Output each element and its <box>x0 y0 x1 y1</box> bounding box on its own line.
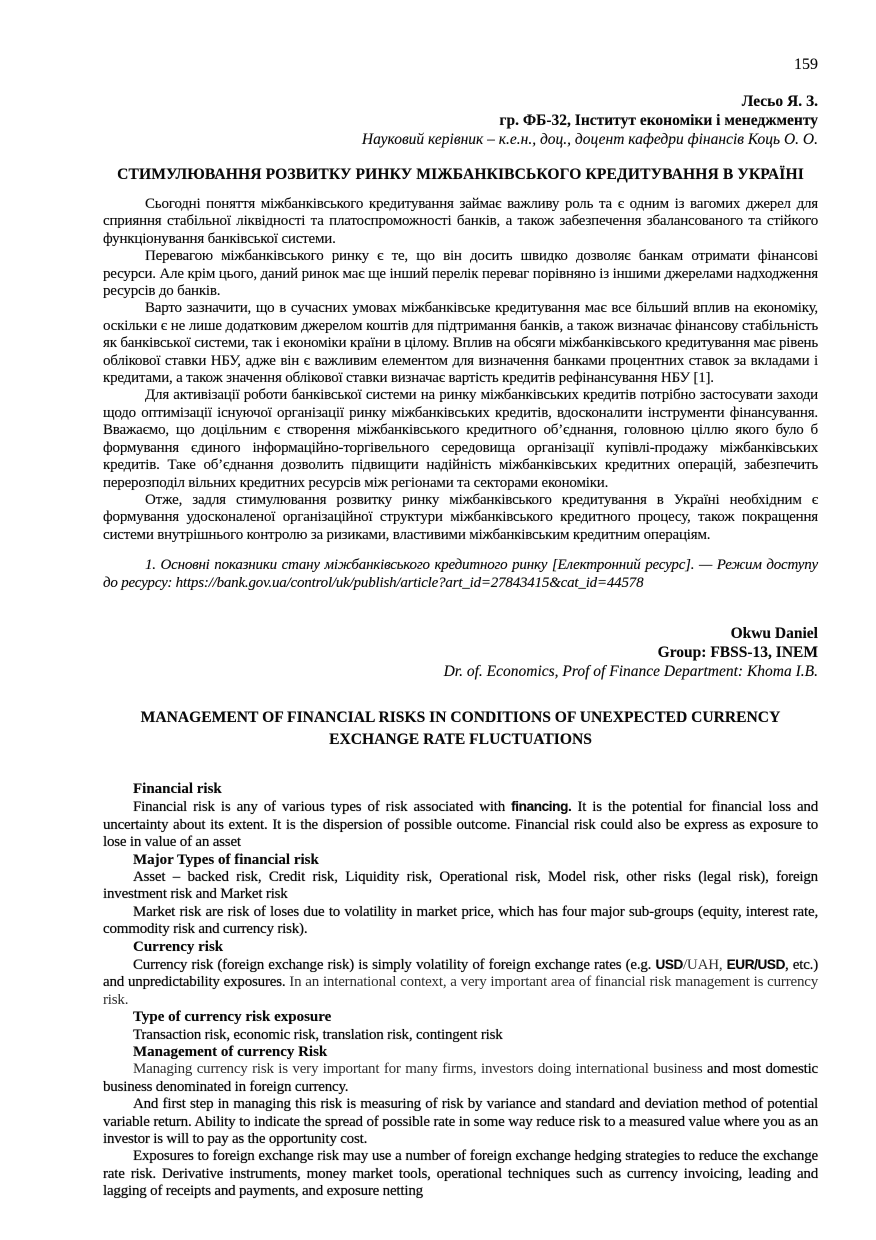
reference-entry: 1. Основні показники стану міжбанківського кредитного ринку [Електронний ресурс]. — Режим доступу до ресурсу: https://bank.gov.ua/control/uk/publish/article?art_id=27843415&cat_id=44578 <box>103 557 818 591</box>
article1-title: СТИМУЛЮВАННЯ РОЗВИТКУ РИНКУ МІЖБАНКІВСЬКОГО КРЕДИТУВАННЯ В УКРАЇНІ <box>117 166 804 183</box>
text-run: It is the potential for financial loss and uncertainty about its extent. It is the dispersion of possible outcome. Financial risk could also be express as exposure to lose in value of an asset <box>103 799 819 851</box>
author-block-1 <box>103 92 818 149</box>
article2-title <box>103 707 818 751</box>
text-run: financing. <box>511 799 572 815</box>
article2-title-line1: MANAGEMENT OF FINANCIAL RISKS IN CONDITIONS OF UNEXPECTED CURRENCY <box>140 708 781 726</box>
paragraph-first-step: And first step in managing this risk is measuring of risk by variance and standard and deviation method of potential variable return. Ability to indicate the spread of possible rate in some way reduce risk to a measured value where you as an investor is will to pay as the opportunity cost. <box>103 1096 818 1148</box>
heading-currency-risk: Currency risk <box>133 938 224 955</box>
text-run: Managing currency risk is very important for many firms, investors doing international business <box>133 1061 707 1078</box>
article1-paragraph: Сьогодні поняття міжбанківського кредитування займає важливу роль та є одним із вагомих джерел для сприяння стабільної ліквідності та платоспроможності банків, а також забезпечення збалансованого та стійкого функціонування банківської системи. <box>103 196 818 247</box>
paragraph-financial-risk <box>103 798 818 851</box>
author-block-2 <box>103 624 818 681</box>
paragraph-major-types: Asset – backed risk, Credit risk, Liquidity risk, Operational risk, Model risk, other risks (legal risk), foreign investment risk and Market risk <box>103 868 818 903</box>
paragraph-exposure-types: Transaction risk, economic risk, translation risk, contingent risk <box>133 1026 503 1043</box>
author-name: Лесьо Я. З. <box>741 93 818 110</box>
page-number: 159 <box>794 56 818 73</box>
text-run: /UAH, <box>682 957 727 973</box>
supervisor-line: Dr. of. Economics, Prof of Finance Department: Khoma I.B. <box>443 662 818 680</box>
paragraph-currency-risk <box>103 956 818 1009</box>
text-run: , etc.) and unpredictability exposures. <box>103 957 818 991</box>
text-run: EUR/USD <box>726 957 785 972</box>
article2-title-line2: EXCHANGE RATE FLUCTUATIONS <box>329 730 592 748</box>
supervisor-line: Науковий керівник – к.е.н., доц., доцент кафедри фінансів Коць О. О. <box>361 131 818 148</box>
article1-paragraph: Варто зазначити, що в сучасних умовах міжбанківське кредитування має все більший вплив на економіку, оскільки є не лише додатковим джерелом коштів для підтримання банків, а також визначає фінансову стабільність як банківської системи, так і економіки країни в цілому. Вплив на обсяги міжбанківського кредитування має рівень облікової ставки НБУ, адже він є важливим елементом для визначення банками процентних ставок за вкладами і кредитами, а також значення облікової ставки визначає вартість кредитів рефінансування НБУ [1]. <box>103 300 818 387</box>
paragraph-managing <box>103 1061 818 1096</box>
article1-paragraph: Перевагою міжбанківського ринку є те, що він досить швидко дозволяє банкам отримати фінансові ресурси. Але крім цього, даний ринок має ще інший перелік переваг порівняно із іншими джерелами надходження ресурсів до банків. <box>103 248 818 300</box>
text-run: Financial risk is any of various types of risk associated with <box>133 799 512 816</box>
heading-currency-management: Management of currency Risk <box>133 1044 328 1061</box>
article1-paragraph: Для активізації роботи банківської системи на ринку міжбанківських кредитів потрібно застосувати заходи щодо оптимізації існуючої організації ринку міжбанківських кредитів, вдосконалити інструменти фінансування. Вважаємо, що доцільним є створення міжбанківського кредитного об’єднання, головною ціллю якого було б формування єдиного інформаційно-торгівельного середовища організації купівлі-продажу міжбанківських кредитів. Таке об’єднання дозволить підвищити надійність міжбанківських кредитних операцій, забезпечить перерозподіл вільних кредитних ресурсів між регіонами та секторами економіки. <box>103 387 818 491</box>
author-name: Okwu Daniel <box>730 624 818 642</box>
paragraph-market-risk: Market risk are risk of loses due to volatility in market price, which has four major sub-groups (equity, interest rate, commodity risk and currency risk). <box>103 903 818 938</box>
article2-body <box>103 781 818 1201</box>
author-affiliation: Group: FBSS-13, INEM <box>657 643 818 661</box>
text-run: and most domestic business denominated in foreign currency. <box>103 1061 819 1095</box>
paragraph-exposures: Exposures to foreign exchange risk may use a number of foreign exchange hedging strategies to reduce the exchange rate risk. Derivative instruments, money market tools, operational techniques such as currency invoicing, leading and lagging of receipts and payments, and exposure netting <box>103 1148 818 1200</box>
heading-currency-exposure: Type of currency risk exposure <box>133 1009 332 1026</box>
author-affiliation: гр. ФБ-32, Інститут економіки і менеджменту <box>499 112 818 129</box>
article1-paragraph: Отже, задля стимулювання розвитку ринку міжбанківського кредитування в Україні необхідним є формування удосконаленої організаційної структури міжбанківського кредитного процесу, також покращення системи внутрішнього контролю за ризиками, властивими міжбанківським кредитним операціям. <box>103 491 818 543</box>
text-run: In an international context, a very important area of financial risk management is currency risk. <box>103 974 819 1008</box>
heading-financial-risk: Financial risk <box>133 780 222 797</box>
text-run: Currency risk (foreign exchange risk) is simply volatility of foreign exchange rates (e.g. <box>133 957 656 973</box>
text-run: USD <box>655 957 683 972</box>
heading-major-types: Major Types of financial risk <box>133 851 319 868</box>
